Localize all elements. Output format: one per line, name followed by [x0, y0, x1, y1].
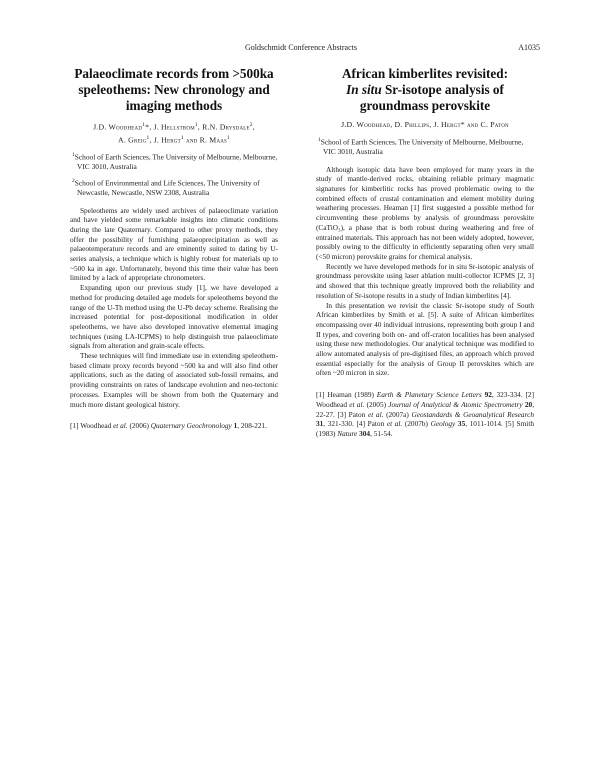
- ref-journal: Geostandards & Geoanalytical Research: [411, 409, 535, 419]
- ref-text: et al.: [367, 409, 384, 419]
- author: , J. Hergt: [149, 135, 181, 145]
- page-header: [62, 43, 540, 55]
- paragraph: These techniques will find immediate use in extending speleothem-based climate proxy records beyond ~500 ka and will also find other applications, such as the dating of associated sub-fossil remains, and providing constraints on rates of landscape evolution and neo-tectonic processes. Examples will be shown from both the Quaternary and much more distant geological history.: [70, 351, 278, 409]
- sup: 1: [72, 152, 75, 159]
- sup: 1: [194, 122, 198, 128]
- affiliation-text: School of Earth Sciences, The University of Melbourne, Melbourne, VIC 3010, Australia: [74, 152, 278, 172]
- title-line: groundmass perovskite: [359, 98, 491, 113]
- ref-volume: 31: [316, 419, 324, 429]
- sup: 1: [142, 122, 146, 128]
- references-right: [316, 390, 534, 439]
- author: and R. Maas: [183, 135, 228, 145]
- ref-volume: 304: [359, 428, 371, 438]
- author: ,: [252, 122, 255, 132]
- author: A. Greig: [118, 135, 147, 145]
- ref-text: (2007a): [383, 409, 412, 419]
- abstract-body-right: [316, 165, 534, 378]
- sup: 2: [249, 122, 253, 128]
- affiliation-1: [316, 136, 534, 157]
- title-line: African kimberlites revisited:: [341, 66, 509, 81]
- ref-volume: 92: [484, 390, 492, 400]
- author: J.D. Woodhead, D. Phillips, J. Hergt* and C. Paton: [341, 120, 509, 129]
- affiliation-text: School of Earth Sciences, The University of Melbourne, Melbourne, VIC 3010, Australia: [320, 137, 524, 157]
- journal-header: Goldschmidt Conference Abstracts: [245, 43, 357, 52]
- ref-text: , 51-54.: [370, 428, 393, 438]
- abstract-body-left: [70, 206, 278, 410]
- ref-text: (2005): [364, 399, 389, 409]
- author-list-right: [316, 120, 534, 130]
- author-list-left: [70, 120, 278, 145]
- ref-journal: Journal of Analytical & Atomic Spectrometry: [388, 399, 523, 409]
- ref-text: et al.: [113, 421, 128, 431]
- author: , R.N. Drysdale: [197, 122, 250, 132]
- sup: 1: [180, 134, 184, 141]
- affiliation-text: School of Environmental and Life Sciences, The University of Newcastle, Newcastle, NSW 2308, Australia: [74, 178, 260, 197]
- title-line: speleothems: New chronology and: [78, 82, 270, 97]
- sup: 1: [227, 134, 230, 141]
- paragraph: Although isotopic data have been employed for many years in the study of mantle-derived rocks, obtaining reliable primary magmatic signatures for kimberlitic rocks has proved problematic owing to the combined effects of crustal contamination and element mobility during weathering processes. Heaman [1] first suggested a possible method for circumventing these problems by analysis of groundmass perovskite (CaTiO₃), a phase that is both robust during weathering and free of entrained materials. This approach has not been widely adopted, however, possibly owing to the difficulty in efficiently separating often very small (<50 micron) perovskite grains for chemical analysis.: [316, 164, 534, 261]
- ref-text: , 208-221.: [237, 421, 268, 431]
- ref-text: (2007b): [402, 419, 431, 429]
- paragraph: Speleothems are widely used archives of palaeoclimate variation and have yielded some remarkable insights into climatic conditions during the late Quaternary. Compared to other proxy methods, they offer the possibility of furnishing palaeoprecipitation as well as palaeotemperature records and are eminently suited to dating by U-series analysis, a technique which is highly robust for materials up to ~500 ka in age. Unfortunately, beyond this time their value has been limited by a lack of appropriate chronometers.: [70, 205, 278, 283]
- paragraph: Expanding upon our previous study [1], we have developed a method for producing detailed age models for speleothems beyond the range of the U-Th method using the U-Pb decay scheme. Realising the increased potential for post-depositional modification in older speleothems, we have also developed innovative elemental imaging techniques (using LA-ICPMS) to help distinguish true palaeoclimate signals from alteration and grain-scale effects.: [70, 283, 278, 351]
- paragraph: In this presentation we revisit the classic Sr-isotope study of South African kimberlites by Smith et al. [5]. A suite of African kimberlites encompassing over 40 individual intrusions, representing both group I and II types, and covering both on- and off-craton localities has been analysed using these new methodologies. Our analytical technique was modified to allow automated analysis of pre-digitised files, an approach which proved essential especially for the analysis of Group II perovskites which are often ~20 micron in size.: [316, 300, 534, 378]
- ref-text: , 1011-1014. [5] Smith (1983): [316, 419, 534, 438]
- author: J.D. Woodhead: [93, 122, 143, 132]
- ref-journal: Quaternary Geochronology: [150, 421, 232, 431]
- ref-volume: 35: [457, 419, 466, 429]
- ref-text: , 321-330. [4] Paton: [323, 419, 387, 429]
- abstract-right: [316, 66, 534, 439]
- ref-text: [1] Woodhead: [70, 421, 114, 431]
- page-number: A1035: [518, 43, 540, 52]
- title-line: In situ: [346, 82, 382, 97]
- sup: 2: [72, 177, 75, 184]
- abstract-title-right: [316, 66, 534, 114]
- ref-text: [1] Heaman (1989): [316, 390, 377, 400]
- affiliation-1: [70, 151, 278, 172]
- sup: 1: [146, 134, 150, 141]
- ref-text: (2006): [127, 421, 151, 431]
- title-line: Palaeoclimate records from >500ka: [74, 66, 274, 81]
- sup: 1: [318, 137, 321, 143]
- ref-text: et al.: [349, 399, 365, 409]
- ref-volume: 1: [233, 421, 238, 431]
- ref-text: et al.: [386, 419, 403, 429]
- ref-text: , 22-27. [3] Paton: [316, 399, 535, 419]
- ref-text: , 323-334. [2] Woodhead: [316, 390, 534, 409]
- author: *, J. Hellstrom: [145, 122, 195, 132]
- abstract-title-left: [70, 66, 278, 114]
- ref-journal: Nature: [337, 428, 358, 438]
- title-line: Sr-isotope analysis of: [381, 82, 504, 97]
- affiliation-2: [70, 177, 278, 198]
- ref-journal: Geology: [430, 419, 456, 429]
- ref-volume: 20: [524, 399, 533, 409]
- ref-journal: Earth & Planetary Science Letters: [376, 390, 482, 400]
- paragraph: Recently we have developed methods for in situ Sr-isotopic analysis of groundmass perovskite using laser ablation multi-collector ICPMS [2, 3] and showed that this technique greatly improved both the reliability and resolution of Sr-isotope results in a study of Indian kimberlites [4].: [316, 261, 534, 300]
- abstract-left: [70, 66, 278, 431]
- references-left: [70, 421, 278, 431]
- title-line: imaging methods: [125, 98, 223, 113]
